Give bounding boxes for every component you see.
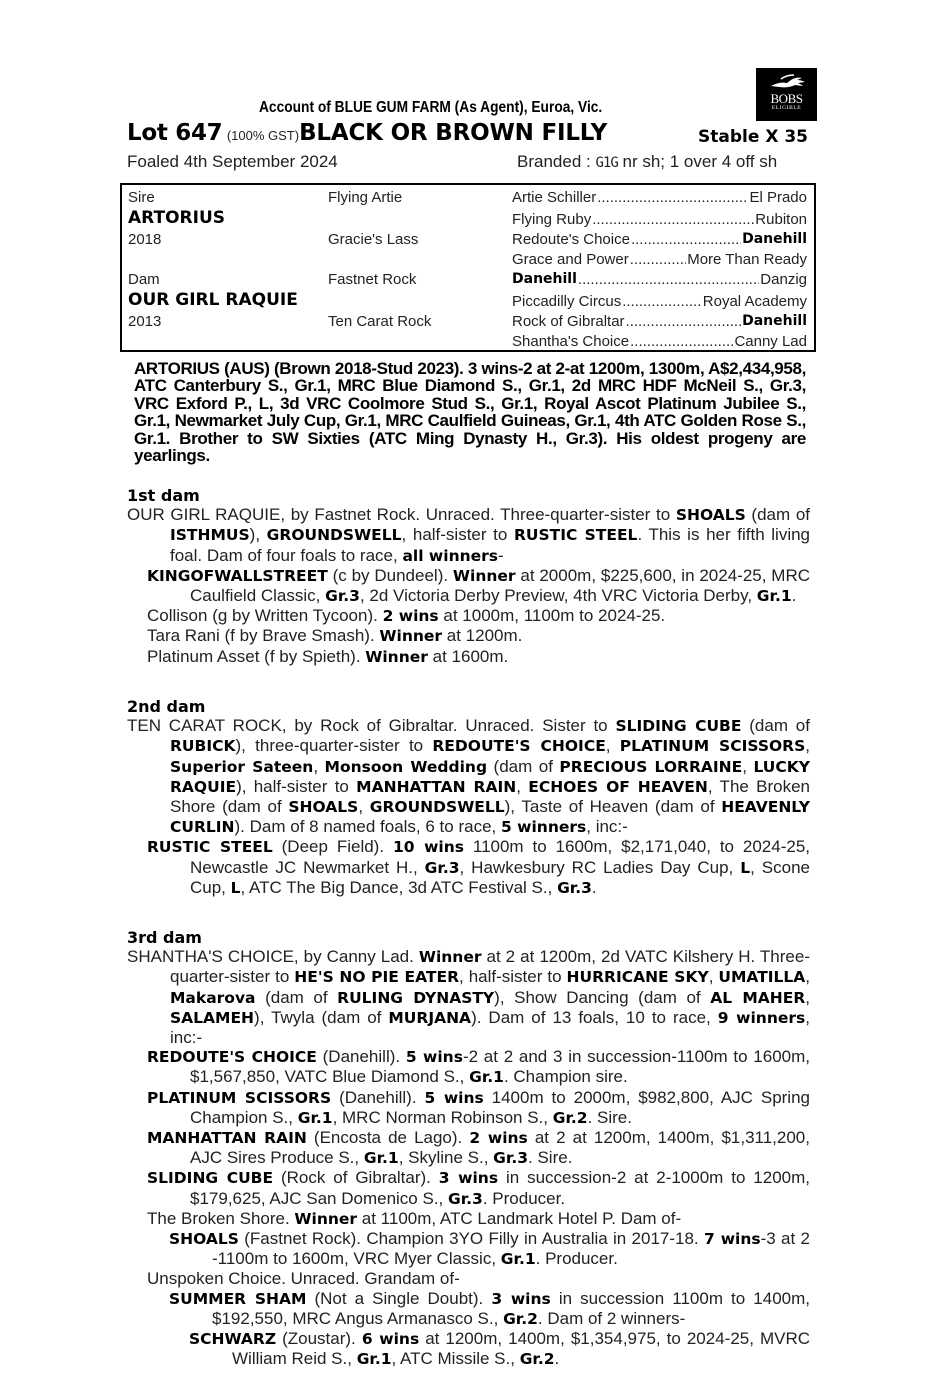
sire-summary: ARTORIUS (AUS) (Brown 2018-Stud 2023). 3 wins-2 at 2-at 1200m, 1300m, A$2,434,958, ATC Canterbury S., Gr.1, MRC Blue Diamond S., Gr.1, 2d MRC HDF McNeil S., Gr.3, VRC Exford P., L, 3d VRC Coolmore Stud S., Gr.1, Royal Ascot Platinum Jubilee S., Gr.1, Newmarket July Cup, Gr.1, MRC Caulfield Guineas, Gr.1, 4th ATC Golden Rose S., Gr.1. Brother to SW Sixties (ATC Ming Dynasty H., Gr.3). His oldest progeny are yearlings. — [134, 359, 806, 466]
bold-text: ECHOES OF HEAVEN — [528, 777, 708, 796]
progeny-entry: REDOUTE'S CHOICE (Danehill). 5 wins-2 at 2 and 3 in succession-1100m to 1600m, $1,567,850, VATC Blue Diamond S., Gr.1. Champion sire. — [147, 1047, 810, 1087]
bold-text: Gr.1 — [297, 1108, 333, 1127]
logo-text-bobs: BOBS — [770, 91, 803, 106]
bold-text: SHOALS — [169, 1230, 239, 1249]
pedigree-table — [120, 183, 816, 352]
bold-text: 5 winners — [500, 818, 587, 837]
bold-text: KINGOFWALLSTREET — [147, 566, 328, 585]
bold-text: Gr.1 — [356, 1350, 392, 1369]
bold-text: SUMMER SHAM — [169, 1289, 307, 1308]
bold-text: GROUNDSWELL — [266, 526, 402, 545]
bold-text: all winners — [402, 546, 499, 565]
bold-text: Gr.2 — [552, 1108, 588, 1127]
bold-text: 5 wins — [424, 1088, 484, 1107]
bold-text: Winner — [452, 566, 516, 585]
dam-dam: Ten Carat Rock — [328, 313, 432, 330]
bold-text: SLIDING CUBE — [615, 717, 742, 736]
progeny-entry: KINGOFWALLSTREET (c by Dundeel). Winner at 2000m, $225,600, in 2024-25, MRC Caulfield Classic, Gr.3, 2d Victoria Derby Preview, 4th VRC Victoria Derby, Gr.1. — [147, 565, 810, 606]
sire-dam: Gracie's Lass — [328, 231, 419, 248]
bold-text: 9 winners — [717, 1008, 806, 1027]
bold-text: Winner — [379, 627, 443, 646]
bold-text: UMATILLA — [718, 968, 806, 987]
bold-text: 2 wins — [469, 1129, 528, 1148]
bold-text: Winner — [365, 647, 428, 666]
section-heading: 1st dam — [127, 486, 200, 505]
gen3-row: Rock of Gibraltar ..... Danehill — [512, 313, 807, 330]
bold-text: AL MAHER — [710, 988, 806, 1007]
bold-text: MURJANA — [388, 1008, 472, 1027]
bold-text: Gr.1 — [469, 1068, 504, 1087]
lot-description: BLACK OR BROWN FILLY — [299, 120, 608, 146]
bold-text: HURRICANE SKY — [566, 968, 709, 987]
dam-intro: SHANTHA'S CHOICE, by Canny Lad. Winner at 2 at 1200m, 2d VATC Kilshery H. Three-quarter-sister to HE'S NO PIE EATER, half-sister to HURRICANE SKY, UMATILLA, Makarova (dam of RULING DYNASTY), Show Dancing (dam of AL MAHER, SALAMEH), Twyla (dam of MURJANA). Dam of 13 foals, 10 to race, 9 winners, inc:- — [127, 947, 811, 1048]
progeny-entry: SLIDING CUBE (Rock of Gibraltar). 3 wins in succession-2 at 2-1000m to 1200m, $179,625, AJC San Domenico S., Gr.3. Producer. — [147, 1168, 810, 1208]
bold-text: 3 wins — [438, 1169, 499, 1188]
bold-text: GROUNDSWELL — [369, 798, 505, 817]
gen3-row: Artie Schiller ..... El Prado — [512, 189, 807, 206]
vendor-account: Account of BLUE GUM FARM (As Agent), Euroa, Vic. — [259, 99, 603, 116]
bold-text: Gr.3 — [557, 878, 592, 897]
branded-details: nr sh; 1 over 4 off sh — [622, 152, 778, 171]
gen3-row: Redoute's Choice ..... Danehill — [512, 231, 807, 248]
second-dam-section — [127, 697, 810, 898]
progeny-entry: Platinum Asset (f by Spieth). Winner at 1600m. — [147, 646, 509, 666]
brand-mark-icon: G1G — [595, 155, 618, 171]
bold-text: SLIDING CUBE — [147, 1169, 274, 1188]
dam-intro: OUR GIRL RAQUIE, by Fastnet Rock. Unraced. Three-quarter-sister to SHOALS (dam of ISTHMUS), GROUNDSWELL, half-sister to RUSTIC STEEL. This is her fifth living foal. Dam of four foals to race, all winners- — [127, 505, 811, 565]
bold-text: 2 wins — [382, 607, 439, 626]
progeny-entry: Tara Rani (f by Brave Smash). Winner at 1200m. — [147, 626, 523, 646]
bold-text: Gr.3 — [424, 858, 460, 877]
bold-text: SHOALS — [288, 798, 359, 817]
gen3-row: Grace and Power ..... More Than Ready — [512, 251, 807, 268]
bold-text: Gr.1 — [756, 587, 792, 606]
bold-text: Gr.3 — [448, 1189, 483, 1208]
progeny-entry: MANHATTAN RAIN (Encosta de Lago). 2 wins at 2 at 1200m, 1400m, $1,311,200, AJC Sires Produce S., Gr.1, Skyline S., Gr.3. Sire. — [147, 1128, 810, 1168]
bold-text: ISTHMUS — [170, 526, 250, 545]
bold-text: Gr.1 — [363, 1149, 399, 1168]
sire-year: 2018 — [128, 231, 162, 248]
bold-text: 7 wins — [703, 1230, 761, 1249]
bold-text: L — [230, 878, 241, 897]
sire-label: Sire — [128, 189, 155, 206]
progeny-entry: PLATINUM SCISSORS (Danehill). 5 wins 1400m to 2000m, $982,800, AJC Spring Champion S., Gr.1, MRC Norman Robinson S., Gr.2. Sire. — [147, 1087, 810, 1127]
progeny-entry: RUSTIC STEEL (Deep Field). 10 wins 1100m to 1600m, $2,171,040, to 2024-25, Newcastle JC Newmarket H., Gr.3, Hawkesbury RC Ladies Day Cup, L, Scone Cup, L, ATC The Big Dance, 3d ATC Festival S., Gr.3. — [147, 837, 810, 897]
progeny-entry: SCHWARZ (Zoustar). 6 wins at 1200m, 1400m, $1,354,975, to 2024-25, MVRC William Reid S., Gr.1, ATC Missile S., Gr.2. — [189, 1329, 811, 1369]
bold-text: 5 wins — [405, 1048, 463, 1067]
bold-text: Superior Sateen — [170, 757, 314, 776]
foaled-date: Foaled 4th September 2024 — [127, 152, 338, 171]
bold-text: Gr.2 — [519, 1350, 555, 1369]
bold-text: Gr.3 — [493, 1149, 529, 1168]
progeny-list — [127, 1047, 810, 1369]
bold-text: REDOUTE'S CHOICE — [147, 1048, 317, 1067]
dam-name: OUR GIRL RAQUIE — [128, 290, 298, 310]
bold-text: L — [740, 858, 751, 877]
progeny-entry: SHOALS (Fastnet Rock). Champion 3YO Filly in Australia in 2017-18. 7 wins-3 at 2 -1100m to 1600m, VRC Myer Classic, Gr.1. Producer. — [169, 1229, 811, 1269]
first-dam-section — [127, 486, 810, 667]
progeny-entry: SUMMER SHAM (Not a Single Doubt). 3 wins in succession 1100m to 1400m, $192,550, MRC Angus Armanasco S., Gr.2. Dam of 2 winners- — [169, 1288, 810, 1328]
bold-text: HE'S NO PIE EATER — [294, 968, 460, 987]
progeny-entry: The Broken Shore. Winner at 1100m, ATC Landmark Hotel P. Dam of- — [147, 1208, 682, 1228]
logo-text-eligible: ELIGIBLE — [771, 105, 802, 111]
gen3-row: Flying Ruby ..... Rubiton — [512, 211, 807, 228]
bold-text: Gr.1 — [500, 1250, 536, 1269]
sire-name: ARTORIUS — [128, 208, 225, 228]
bold-text: Monsoon Wedding — [324, 757, 488, 776]
bold-text: Makarova — [170, 988, 256, 1007]
bold-text: Winner — [294, 1209, 358, 1228]
branded-label: Branded : — [517, 152, 591, 171]
brand-description — [517, 152, 777, 172]
gen3-row: Shantha's Choice ..... Canny Lad — [512, 333, 807, 350]
third-dam-section — [127, 928, 810, 1369]
section-heading: 2nd dam — [127, 697, 206, 716]
progeny-entry: Unspoken Choice. Unraced. Grandam of- — [147, 1269, 460, 1289]
progeny-entry: Collison (g by Written Tycoon). 2 wins at 1000m, 1100m to 2024-25. — [147, 606, 666, 626]
bold-text: MANHATTAN RAIN — [147, 1129, 307, 1148]
bold-text: RULING DYNASTY — [337, 988, 495, 1007]
dam-intro: TEN CARAT ROCK, by Rock of Gibraltar. Unraced. Sister to SLIDING CUBE (dam of RUBICK), three-quarter-sister to REDOUTE'S CHOICE, PLATINUM SCISSORS, Superior Sateen, Monsoon Wedding (dam of PRECIOUS LORRAINE, LUCKY RAQUIE), half-sister to MANHATTAN RAIN, ECHOES OF HEAVEN, The Broken Shore (dam of SHOALS, GROUNDSWELL), Taste of Heaven (dam of HEAVENLY CURLIN). Dam of 8 named foals, 6 to race, 5 winners, inc:- — [127, 716, 811, 837]
bold-text: SHOALS — [675, 506, 746, 525]
bold-text: HEAVENLY CURLIN — [170, 798, 810, 837]
bold-text: REDOUTE'S CHOICE — [432, 737, 606, 756]
bold-text: 3 wins — [491, 1289, 551, 1308]
bold-text: PLATINUM SCISSORS — [147, 1088, 332, 1107]
dam-year: 2013 — [128, 313, 162, 330]
bold-text: RUBICK — [170, 737, 236, 756]
gen3-row: Piccadilly Circus ..... Royal Academy — [512, 293, 807, 310]
sire-sire: Flying Artie — [328, 189, 403, 206]
bold-text: SCHWARZ — [189, 1330, 277, 1349]
dam-sire: Fastnet Rock — [328, 271, 417, 288]
gen3-row: Danehill ..... Danzig — [512, 271, 807, 288]
bold-text: Gr.3 — [325, 587, 360, 606]
bobs-eligible-logo — [756, 68, 817, 121]
section-heading: 3rd dam — [127, 928, 202, 947]
lot-number: Lot 647 — [127, 120, 223, 146]
dam-label: Dam — [128, 271, 160, 288]
bold-text: SALAMEH — [170, 1008, 255, 1027]
stable-location: Stable X 35 — [698, 127, 808, 147]
lot-title-line — [127, 120, 810, 146]
gst-note: (100% GST) — [226, 128, 300, 143]
bold-text: 10 wins — [392, 838, 464, 857]
bold-text: Gr.2 — [503, 1309, 538, 1328]
bold-text: RUSTIC STEEL — [147, 838, 273, 857]
horse-head-icon — [767, 71, 807, 93]
bold-text: Winner — [418, 948, 482, 967]
bold-text: 6 wins — [361, 1330, 420, 1349]
bold-text: LUCKY RAQUIE — [170, 757, 810, 796]
bold-text: RUSTIC STEEL — [513, 526, 638, 545]
bold-text: PRECIOUS LORRAINE — [559, 757, 743, 776]
bold-text: PLATINUM SCISSORS — [619, 737, 806, 756]
bold-text: MANHATTAN RAIN — [356, 777, 517, 796]
